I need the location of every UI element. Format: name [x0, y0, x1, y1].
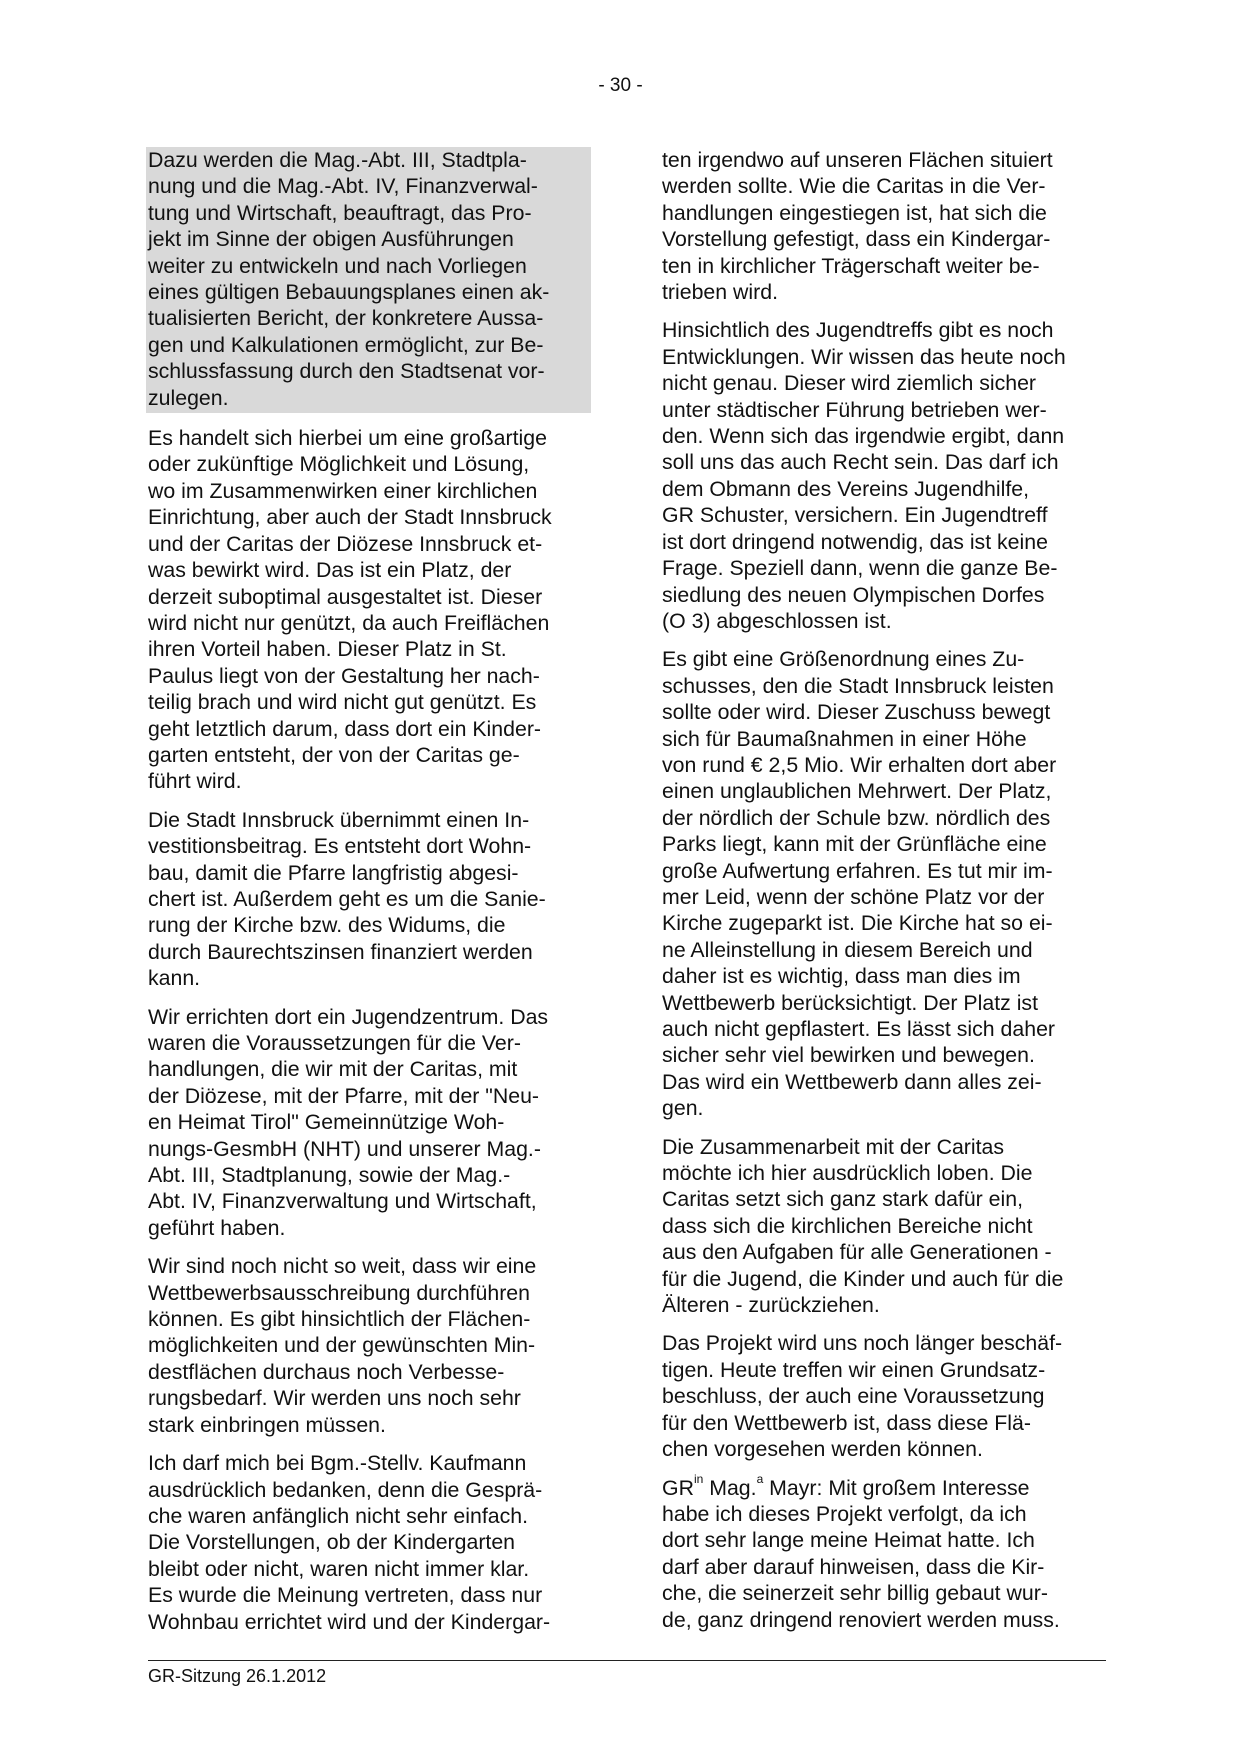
paragraph: [662, 1330, 1107, 1462]
text-line: jekt im Sinne der obigen Ausführungen: [148, 227, 514, 252]
text-line: für die Jugend, die Kinder und auch für die: [662, 1266, 1064, 1291]
text-line: Wettbewerb berücksichtigt. Der Platz ist: [662, 990, 1038, 1015]
text-line: handlungen, die wir mit der Caritas, mit: [148, 1057, 518, 1082]
text-line: Älteren - zurückziehen.: [662, 1293, 880, 1318]
speaker-mag: Mag.: [703, 1475, 757, 1500]
paragraph: [148, 807, 593, 992]
text-line: möglichkeiten und der gewünschten Min-: [148, 1333, 536, 1358]
speaker-mag-sup: a: [756, 1472, 764, 1487]
text-line: große Aufwertung erfahren. Es tut mir im-: [662, 858, 1053, 883]
text-line: weiter zu entwickeln und nach Vorliegen: [148, 253, 527, 278]
text-line: auch nicht gepflastert. Es lässt sich daher: [662, 1017, 1056, 1041]
text-line: Abt. IV, Finanzverwaltung und Wirtschaft,: [148, 1189, 537, 1214]
text-line: Ich darf mich bei Bgm.-Stellv. Kaufmann: [148, 1451, 527, 1476]
text-line: dort sehr lange meine Heimat hatte. Ich: [662, 1528, 1035, 1553]
text-line: darf aber darauf hinweisen, dass die Kir-: [662, 1554, 1045, 1579]
text-line: ausdrücklich bedanken, denn die Gesprä-: [148, 1477, 543, 1502]
text-line: einen unglaublichen Mehrwert. Der Platz,: [662, 779, 1052, 804]
text-line: Kirche zugeparkt ist. Die Kirche hat so ei-: [662, 911, 1053, 936]
text-line: schlussfassung durch den Stadtsenat vor-: [148, 359, 545, 384]
text-line: che waren anfänglich nicht sehr einfach.: [148, 1503, 529, 1528]
text-line: soll uns das auch Recht sein. Das darf ich: [662, 450, 1059, 475]
text-line: Es gibt eine Größenordnung eines Zu-: [662, 647, 1025, 672]
paragraph: [662, 1134, 1107, 1319]
text-line: Wir sind noch nicht so weit, dass wir eine: [148, 1254, 537, 1279]
text-line: Abt. III, Stadtplanung, sowie der Mag.-: [148, 1163, 511, 1188]
speaker-rest: Mayr: Mit großem Interesse: [763, 1475, 1030, 1500]
text-line: sich für Baumaßnahmen in einer Höhe: [662, 726, 1027, 751]
text-line: Vorstellung gefestigt, dass ein Kindergar-: [662, 227, 1051, 252]
text-line: chert ist. Außerdem geht es um die Sanie-: [148, 886, 546, 911]
text-line: destflächen durchaus noch Verbesse-: [148, 1359, 505, 1384]
text-line: Parks liegt, kann mit der Grünfläche eine: [662, 832, 1047, 857]
text-line: Die Zusammenarbeit mit der Caritas: [662, 1134, 1005, 1159]
paragraph: [148, 1253, 593, 1438]
text-line: (O 3) abgeschlossen ist.: [662, 608, 892, 633]
right-column: [662, 147, 1107, 1645]
text-line: von rund € 2,5 Mio. Wir erhalten dort aber: [662, 752, 1057, 777]
text-line: Entwicklungen. Wir wissen das heute noch: [662, 344, 1066, 369]
text-line: ihren Vorteil haben. Dieser Platz in St.: [148, 637, 507, 662]
text-line: rungsbedarf. Wir werden uns noch sehr: [148, 1386, 521, 1411]
text-line: führt wird.: [148, 769, 242, 794]
text-line: vestitionsbeitrag. Es entsteht dort Wohn-: [148, 834, 532, 859]
text-line: teilig brach und wird nicht gut genützt. Es: [148, 690, 537, 715]
text-line: schusses, den die Stadt Innsbruck leisten: [662, 673, 1054, 698]
paragraph: [148, 425, 593, 795]
text-line: garten entsteht, der von der Caritas ge-: [148, 742, 520, 767]
footer-divider: [148, 1660, 1106, 1661]
text-line: gen und Kalkulationen ermöglicht, zur Be-: [148, 332, 544, 357]
left-column: [148, 147, 593, 1647]
text-line: sicher sehr viel bewirken und bewegen.: [662, 1043, 1035, 1068]
text-line: sollte oder wird. Dieser Zuschuss bewegt: [662, 700, 1051, 725]
text-line: geht letztlich darum, dass dort ein Kinder-: [148, 716, 542, 741]
text-line: daher ist es wichtig, dass man dies im: [662, 964, 1021, 989]
paragraph: [662, 317, 1107, 634]
text-line: chen vorgesehen werden können.: [662, 1437, 983, 1462]
speaker-gr-sup: in: [693, 1472, 704, 1487]
text-line: Caritas setzt sich ganz stark dafür ein,: [662, 1187, 1024, 1212]
text-line: stark einbringen müssen.: [148, 1412, 386, 1437]
text-line: ne Alleinstellung in diesem Bereich und: [662, 937, 1033, 962]
text-line: en Heimat Tirol" Gemeinnützige Woh-: [148, 1110, 505, 1135]
text-line: Die Stadt Innsbruck übernimmt einen In-: [148, 807, 530, 832]
text-line: tualisierten Bericht, der konkretere Aussa-: [148, 306, 544, 331]
text-line: beschluss, der auch eine Voraussetzung: [662, 1384, 1045, 1409]
text-line: Einrichtung, aber auch der Stadt Innsbruck: [148, 505, 552, 530]
text-line: der nördlich der Schule bzw. nördlich des: [662, 805, 1051, 830]
text-line: siedlung des neuen Olympischen Dorfes: [662, 582, 1045, 607]
text-line: bleibt oder nicht, waren nicht immer klar.: [148, 1556, 530, 1581]
text-line: Paulus liegt von der Gestaltung her nach-: [148, 663, 540, 688]
text-line: Hinsichtlich des Jugendtreffs gibt es noch: [662, 318, 1054, 343]
text-line: kann.: [148, 966, 201, 991]
paragraph: [662, 147, 1107, 305]
text-line: oder zukünftige Möglichkeit und Lösung,: [148, 452, 530, 477]
footer-session-date: GR-Sitzung 26.1.2012: [148, 1666, 327, 1686]
text-line: eines gültigen Bebauungsplanes einen ak-: [148, 280, 550, 305]
text-line: Wettbewerbsausschreibung durchführen: [148, 1280, 530, 1305]
text-line: zulegen.: [148, 385, 229, 410]
paragraph: [662, 646, 1107, 1121]
text-line: waren die Voraussetzungen für die Ver-: [148, 1031, 521, 1055]
text-line: wo im Zusammenwirken einer kirchlichen: [148, 478, 538, 503]
text-line: tung und Wirtschaft, beauftragt, das Pro-: [148, 200, 532, 225]
text-line: Frage. Speziell dann, wenn die ganze Be-: [662, 556, 1058, 581]
text-line: und der Caritas der Diözese Innsbruck et-: [148, 531, 543, 556]
paragraph: [662, 1472, 1107, 1633]
text-line: der Diözese, mit der Pfarre, mit der "Neu-: [148, 1083, 540, 1108]
text-line: Es handelt sich hierbei um eine großartige: [148, 426, 547, 451]
text-line: bau, damit die Pfarre langfristig abgesi-: [148, 860, 519, 885]
text-line: Wir errichten dort ein Jugendzentrum. Das: [148, 1004, 549, 1029]
text-line: nung und die Mag.-Abt. IV, Finanzverwal-: [148, 174, 538, 199]
text-line: geführt haben.: [148, 1215, 286, 1240]
text-line: aus den Aufgaben für alle Generationen -: [662, 1240, 1052, 1265]
text-line: den. Wenn sich das irgendwie ergibt, dann: [662, 424, 1065, 449]
text-line: ist dort dringend notwendig, das ist keine: [662, 529, 1048, 554]
text-line: habe ich dieses Projekt verfolgt, da ich: [662, 1501, 1027, 1526]
speaker-line: [662, 1472, 1107, 1501]
text-line: trieben wird.: [662, 280, 778, 305]
text-line: dass sich die kirchlichen Bereiche nicht: [662, 1213, 1033, 1238]
text-line: unter städtischer Führung betrieben wer-: [662, 397, 1047, 422]
text-line: mer Leid, wenn der schöne Platz vor der: [662, 884, 1045, 909]
page-number: - 30 -: [598, 75, 643, 96]
text-line: Das Projekt wird uns noch länger beschäf-: [662, 1331, 1063, 1356]
text-line: de, ganz dringend renoviert werden muss.: [662, 1607, 1060, 1632]
text-line: dem Obmann des Vereins Jugendhilfe,: [662, 476, 1030, 501]
text-line: handlungen eingestiegen ist, hat sich die: [662, 200, 1047, 225]
text-line: ten irgendwo auf unseren Flächen situiert: [662, 148, 1053, 172]
text-line: Wohnbau errichtet wird und der Kindergar-: [148, 1609, 551, 1634]
text-line: gen.: [662, 1096, 704, 1121]
text-line: nicht genau. Dieser wird ziemlich sicher: [662, 371, 1037, 396]
text-line: tigen. Heute treffen wir einen Grundsatz-: [662, 1357, 1046, 1382]
text-line: werden sollte. Wie die Caritas in die Ver-: [662, 174, 1046, 199]
text-line: rung der Kirche bzw. des Widums, die: [148, 913, 506, 938]
text-line: Die Vorstellungen, ob der Kindergarten: [148, 1530, 516, 1555]
text-line: GR Schuster, versichern. Ein Jugendtreff: [662, 503, 1048, 528]
paragraph: [148, 1004, 593, 1242]
text-line: was bewirkt wird. Das ist ein Platz, der: [148, 558, 512, 583]
text-line: Es wurde die Meinung vertreten, dass nur: [148, 1583, 543, 1608]
text-line: für den Wettbewerb ist, dass diese Flä-: [662, 1410, 1031, 1435]
text-line: Das wird ein Wettbewerb dann alles zei-: [662, 1069, 1042, 1094]
text-line: derzeit suboptimal ausgestaltet ist. Dieser: [148, 584, 543, 609]
paragraph: [148, 1450, 593, 1635]
text-line: ten in kirchlicher Trägerschaft weiter be-: [662, 253, 1040, 278]
text-line: nungs-GesmbH (NHT) und unserer Mag.-: [148, 1136, 541, 1161]
speaker-gr: GR: [662, 1475, 694, 1500]
text-line: che, die seinerzeit sehr billig gebaut wur-: [662, 1581, 1048, 1606]
text-line: durch Baurechtszinsen finanziert werden: [148, 939, 533, 964]
paragraph: [146, 147, 591, 413]
text-line: können. Es gibt hinsichtlich der Flächen-: [148, 1307, 531, 1332]
text-line: Dazu werden die Mag.-Abt. III, Stadtpla-: [148, 148, 527, 172]
text-line: möchte ich hier ausdrücklich loben. Die: [662, 1161, 1033, 1186]
text-line: wird nicht nur genützt, da auch Freiflächen: [148, 610, 550, 635]
